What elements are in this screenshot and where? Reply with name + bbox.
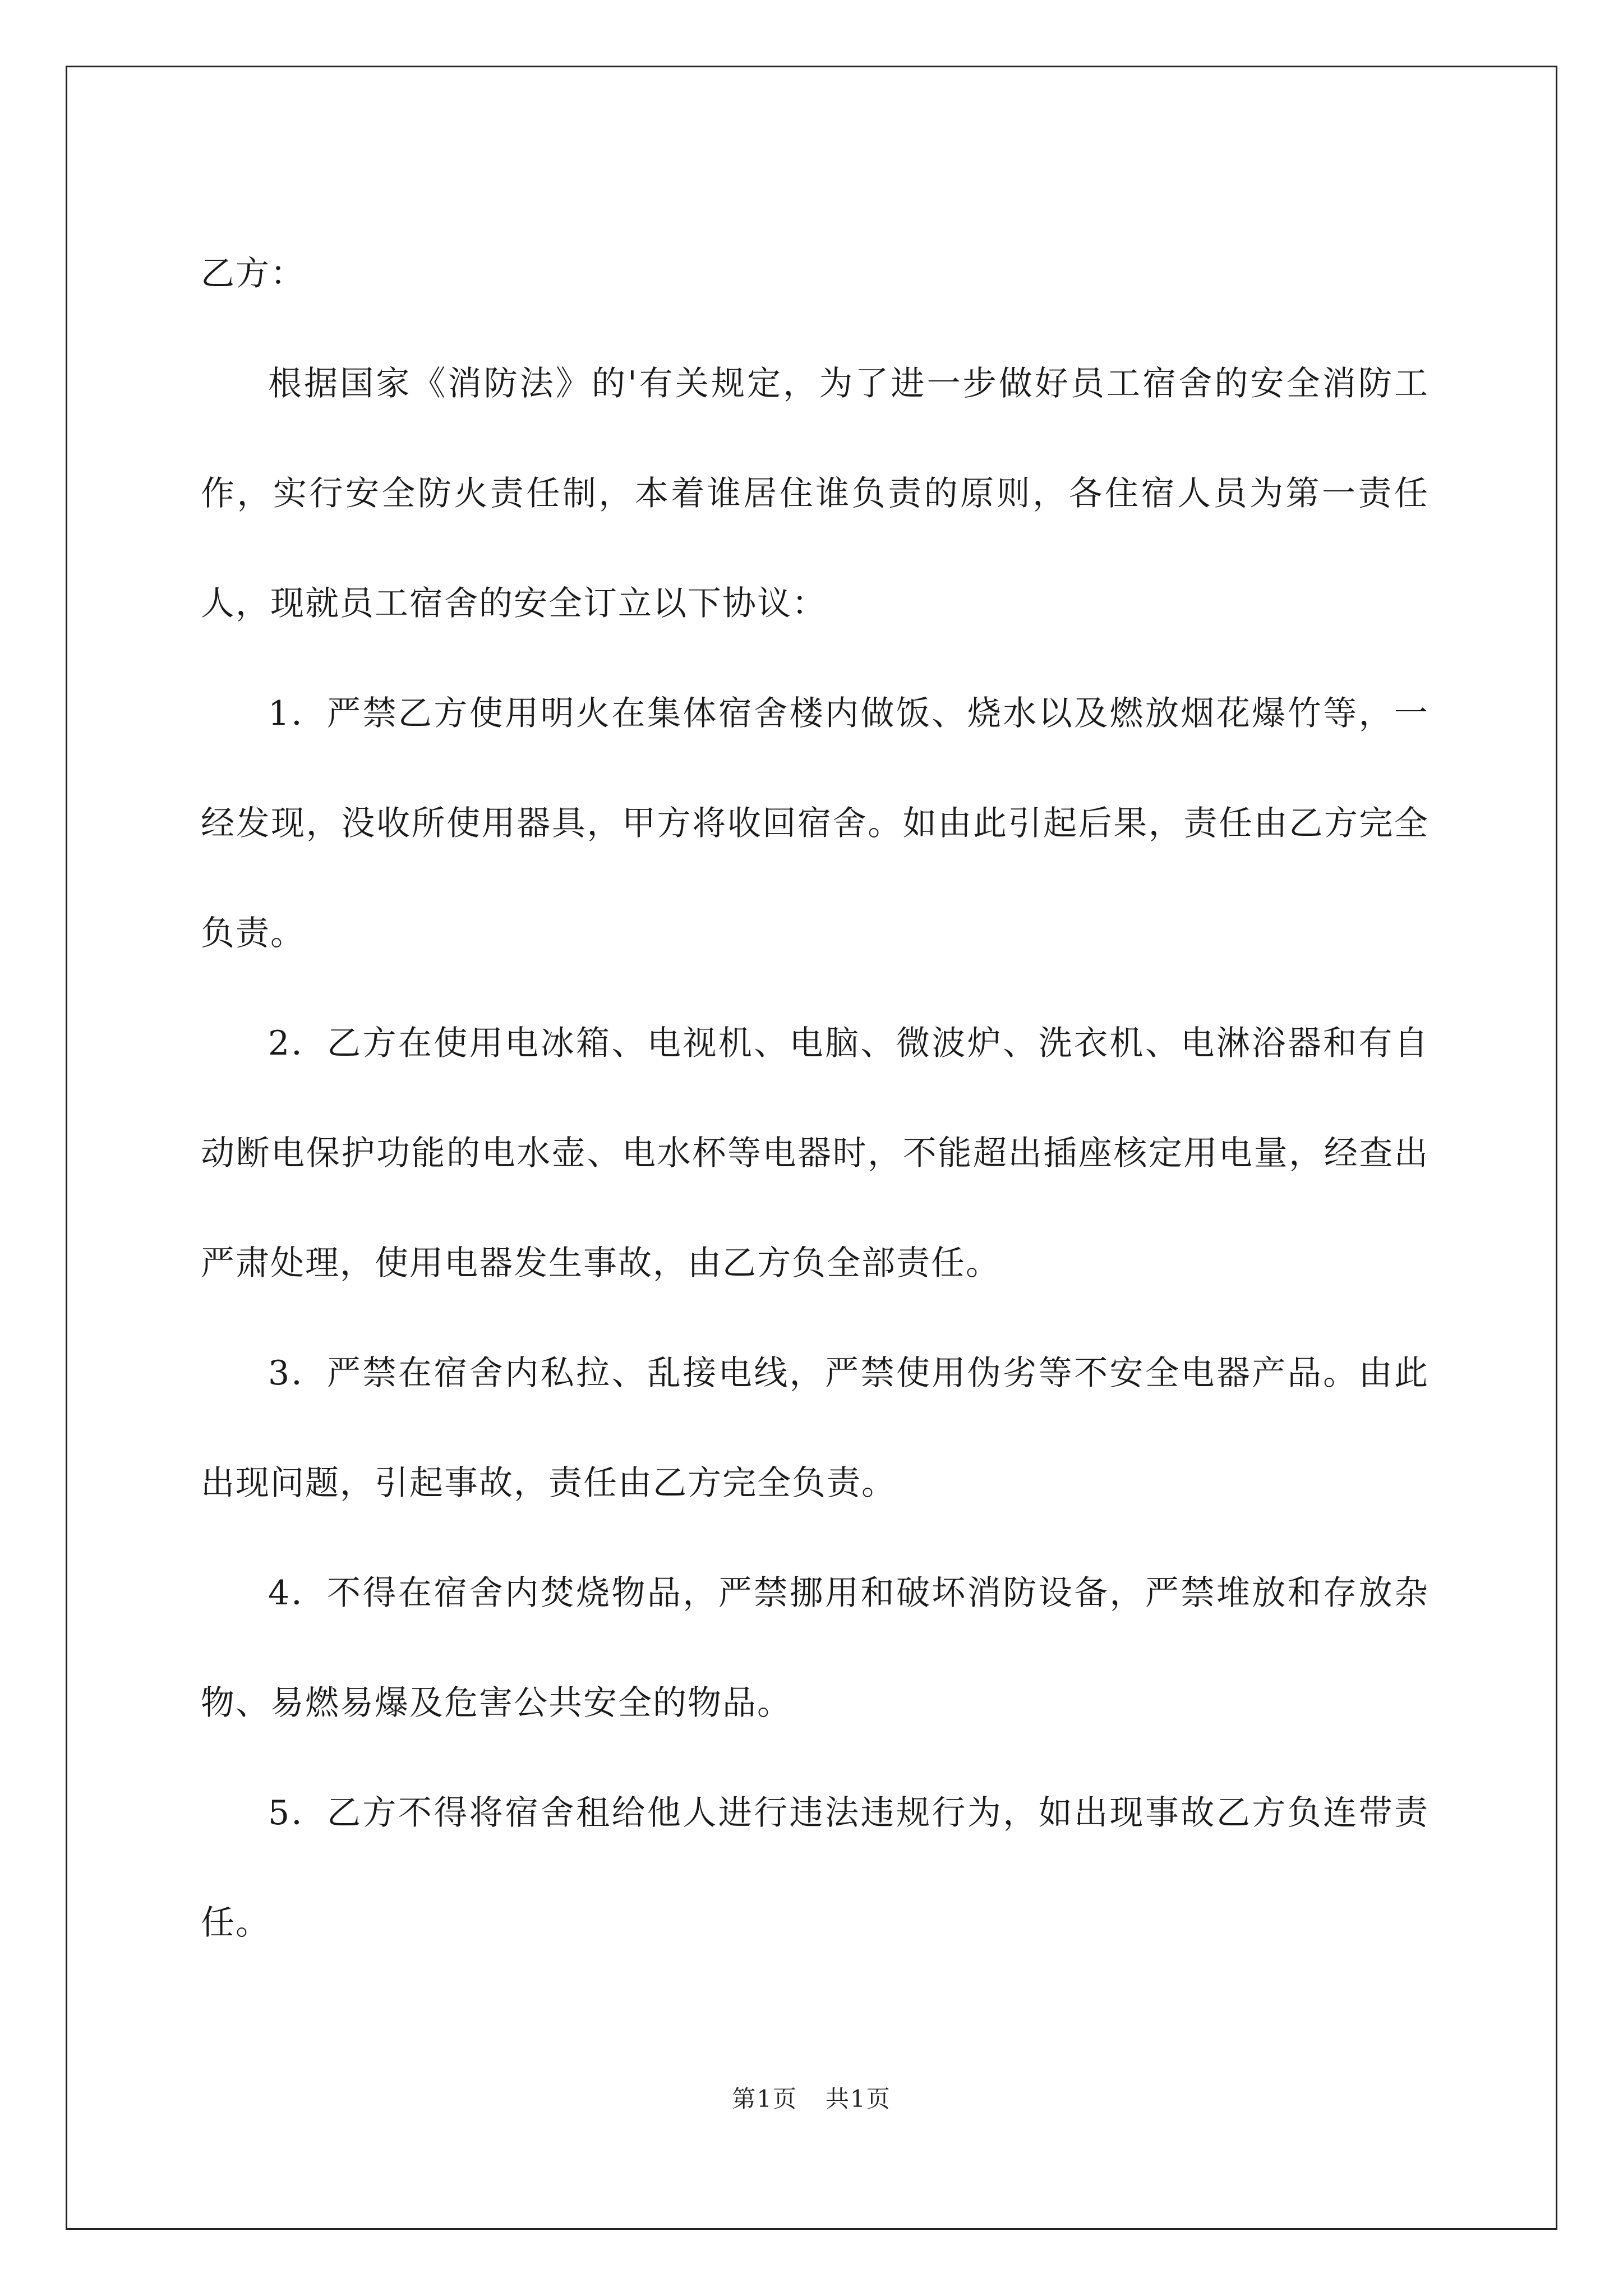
clause-3: 3．严禁在宿舍内私拉、乱接电线，严禁使用伪劣等不安全电器产品。由此出现问题，引起事故，责任由乙方完全负责。 [201,1354,1429,1503]
document-body [201,219,1429,1978]
clause-4: 4．不得在宿舍内焚烧物品，严禁挪用和破坏消防设备，严禁堆放和存放杂物、易燃易爆及危害公共安全的物品。 [201,1573,1429,1723]
clause-1: 1．严禁乙方使用明火在集体宿舍楼内做饭、烧水以及燃放烟花爆竹等，一经发现，没收所使用器具，甲方将收回宿舍。如由此引起后果，责任由乙方完全负责。 [201,694,1429,953]
page-number: 第1页 [732,2085,797,2113]
party-b-heading: 乙方： [201,254,305,293]
clause-5: 5．乙方不得将宿舍租给他人进行违法违规行为，如出现事故乙方负连带责任。 [201,1793,1429,1943]
page-total: 共1页 [826,2085,891,2113]
page-footer [0,2082,1623,2116]
clause-2: 2．乙方在使用电冰箱、电视机、电脑、微波炉、洗衣机、电淋浴器和有自动断电保护功能的电水壶、电水杯等电器时，不能超出插座核定用电量，经查出严肃处理，使用电器发生事故，由乙方负全部责任。 [201,1024,1429,1283]
intro-paragraph: 根据国家《消防法》的'有关规定，为了进一步做好员工宿舍的安全消防工作，实行安全防火责任制，本着谁居住谁负责的原则，各住宿人员为第一责任人，现就员工宿舍的安全订立以下协议： [201,364,1429,623]
